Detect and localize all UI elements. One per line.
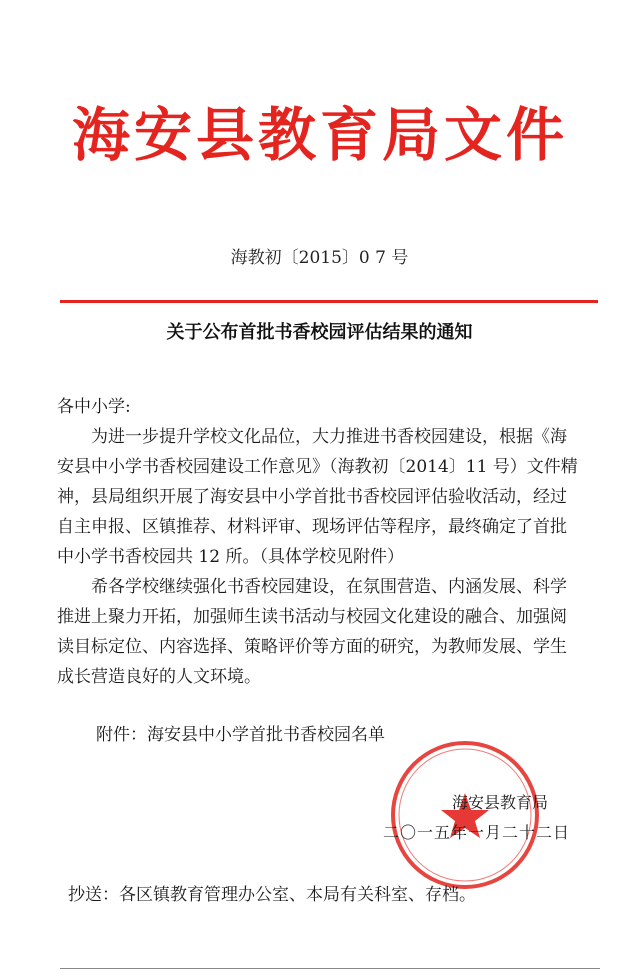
salutation: 各中小学: [57,397,131,417]
paragraph1-line: 安县中小学书香校园建设工作意见》（海教初〔2014〕11 号）文件精 [57,457,578,477]
header-divider-line [60,300,598,303]
document-body [57,392,605,692]
paragraph1-line: 自主申报、区镇推荐、材料评审、现场评估等程序，最终确定了首批 [57,517,567,537]
footer-divider-line [60,968,600,969]
official-seal-stamp [385,735,545,895]
attachment-note: 附件：海安县中小学首批书香校园名单 [96,725,385,745]
cc-recipients: 抄送：各区镇教育管理办公室、本局有关科室、存档。 [68,885,476,905]
paragraph1-line: 神，县局组织开展了海安县中小学首批书香校园评估验收活动，经过 [57,487,567,507]
document-number: 海教初〔2015〕0 7 号 [230,248,409,268]
issuer-name: 海安县教育局 [452,793,549,812]
issue-date: 二〇一五年一月二十二日 [383,823,571,842]
notice-title: 关于公布首批书香校园评估结果的通知 [166,322,473,343]
paragraph2-line: 推进上聚力开拓，加强师生读书活动与校园文化建设的融合、加强阅 [57,607,567,627]
paragraph1-line: 为进一步提升学校文化品位，大力推进书香校园建设，根据《海 [91,427,567,447]
document-header-title: 海安县教育局文件 [71,101,568,169]
paragraph1-line: 中小学书香校园共 12 所。（具体学校见附件） [57,547,404,567]
paragraph2-line: 读目标定位、内容选择、策略评价等方面的研究，为教师发展、学生 [57,637,567,657]
paragraph2-line: 希各学校继续强化书香校园建设，在氛围营造、内涵发展、科学 [91,577,567,597]
paragraph2-line: 成长营造良好的人文环境。 [57,667,261,687]
